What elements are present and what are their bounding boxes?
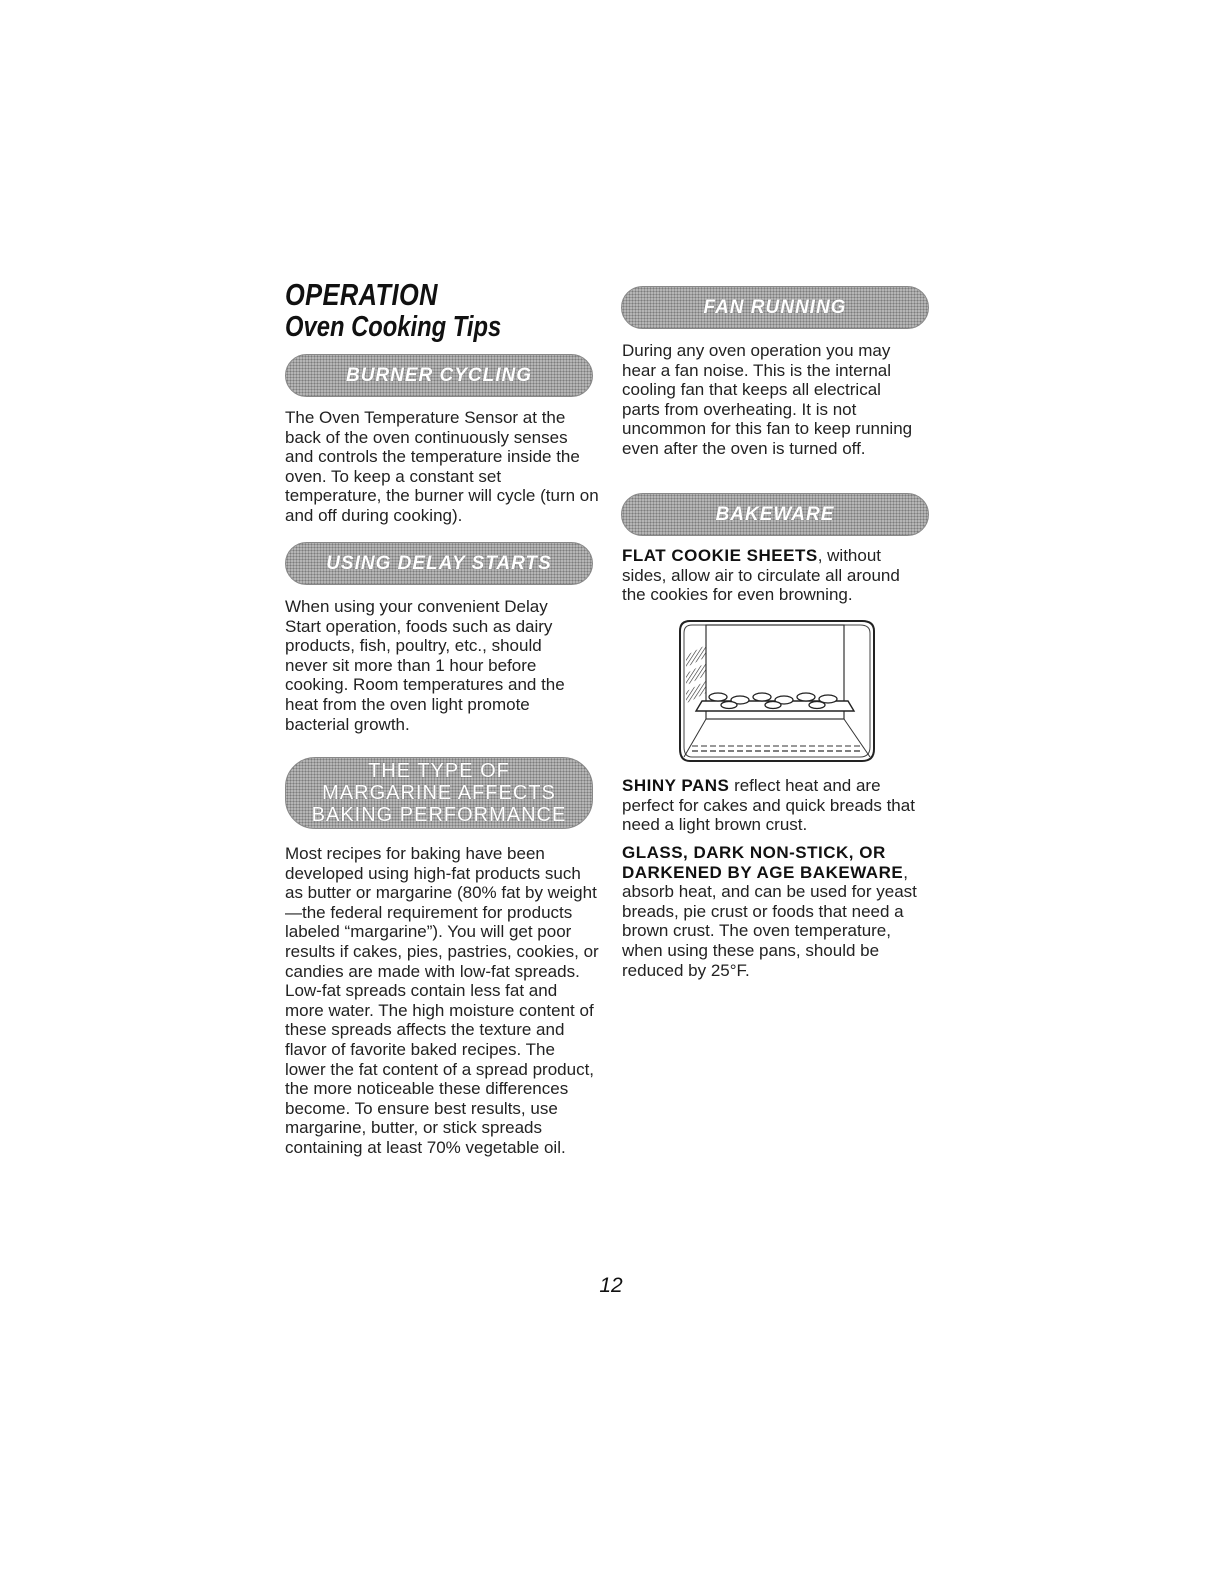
margarine-heading-line3: BAKING PERFORMANCE [311,804,567,826]
flat-cookie-sheets-body: , without sides, allow air to circulate all around the cookies for even browning. [622,546,900,605]
page-title: Oven Cooking Tips [285,311,502,343]
shiny-pans-body: reflect heat and are perfect for cakes and quick breads that need a light brown crust. [622,776,915,835]
page-number: 12 [599,1274,623,1297]
delay-starts-heading [285,542,593,585]
flat-cookie-sheets-lead: FLAT COOKIE SHEETS [622,546,818,565]
delay-starts-heading-label: USING DELAY STARTS [326,552,552,574]
shiny-pans-text [622,776,922,835]
margarine-text: Most recipes for baking have been developed using high-fat products such as butter or margarine (80% fat by weight—the federal requirement for products labeled “margarine”). You will get poor results if cakes, pies, pastries, cookies, or candies are made with low-fat spreads. Low-fat spreads contain less fat and more water. The high moisture content of these spreads affects the texture and flavor of favorite baked recipes. The lower the fat content of a spread product, the more noticeable these differences become. To ensure best results, use margarine, butter, or stick spreads containing at least 70% vegetable oil. [285,844,599,1157]
glass-bakeware-body: , absorb heat, and can be used for yeast breads, pie crust or foods that need a brown crust. The oven temperature, when using these pans, should be reduced by 25°F. [622,862,917,980]
page-heading [285,277,502,344]
fan-running-heading-label: FAN RUNNING [703,296,847,318]
burner-cycling-heading-label: BURNER CYCLING [345,364,533,386]
glass-bakeware-text [622,843,922,980]
burner-cycling-text: The Oven Temperature Sensor at the back of the oven continuously senses and controls the temperature inside the oven. To keep a constant set temperature, the burner will cycle (turn on and off during cooking). [285,408,599,525]
fan-running-text: During any oven operation you may hear a fan noise. This is the internal cooling fan that keeps all electrical parts from overheating. It is not uncommon for this fan to keep running even after the oven is turned off. [622,341,913,458]
delay-starts-text: When using your convenient Delay Start operation, foods such as dairy products, fish, poultry, etc., should never sit more than 1 hour before cooking. Room temperatures and the heat from the oven light promote bacterial growth. [285,597,565,734]
oven-cookie-sheet-illustration [672,619,879,764]
margarine-heading-line1: THE TYPE OF [368,760,510,782]
section-title: OPERATION [285,277,438,312]
glass-bakeware-lead: GLASS, DARK NON-STICK, OR DARKENED BY AGE BAKEWARE [622,843,904,882]
margarine-heading [285,757,593,829]
margarine-heading-line2: MARGARINE AFFECTS [322,782,556,804]
flat-cookie-sheets-text [622,546,927,605]
bakeware-heading-label: BAKEWARE [715,503,835,525]
bakeware-heading [621,493,929,536]
shiny-pans-lead: SHINY PANS [622,776,730,795]
burner-cycling-heading [285,354,593,397]
fan-running-heading [621,286,929,329]
margarine-heading-label [312,760,567,826]
